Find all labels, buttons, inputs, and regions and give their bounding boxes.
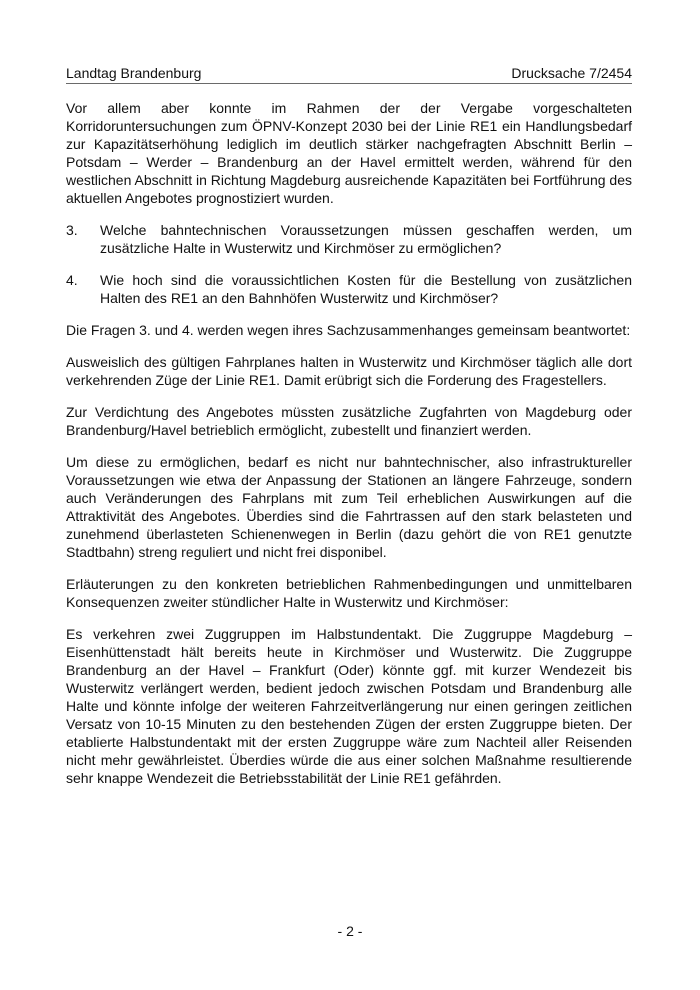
answer-paragraph: Um diese zu ermöglichen, bedarf es nicht nur bahntechnischer, also infrastruktureller Voraussetzungen wie etwa der Anpassung der Stationen an längere Fahrzeuge, sondern auch Veränderungen des Fahrplans mit zum Teil erheblichen Auswirkungen auf die Attraktivität des Angebotes. Überdies sind die Fahrtrassen auf den stark belasteten und zunehmend überlasteten Schienenwegen in Berlin (dazu gehört die von RE1 genutzte Stadtbahn) streng reguliert und nicht frei disponibel. (66, 454, 632, 560)
question-4 (66, 271, 632, 307)
question-text: Wie hoch sind die voraussichtlichen Kosten für die Bestellung von zusätzlichen Halten des RE1 an den Bahnhöfen Wusterwitz und Kirchmöser? (100, 272, 632, 306)
header-parliament: Landtag Brandenburg (66, 65, 202, 81)
answer-paragraph: Es verkehren zwei Zuggruppen im Halbstundentakt. Die Zuggruppe Magdeburg – Eisenhüttenstadt hält bereits heute in Kirchmöser und Wusterwitz. Die Zuggruppe Brandenburg an der Havel – Frankfurt (Oder) könnte ggf. mit kurzer Wendezeit bis Wusterwitz verlängert werden, bedient jedoch zwischen Potsdam und Brandenburg alle Halte und könnte infolge der weiteren Fahrzeitverlängerung nur einen geringen zeitlichen Versatz von 10-15 Minuten zu den bestehenden Zügen der ersten Zuggruppe bieten. Der etablierte Halbstundentakt mit der ersten Zuggruppe wäre zum Nachteil aller Reisenden nicht mehr gewährleistet. Überdies würde die aus einer solchen Maßnahme resultierende sehr knappe Wendezeit die Betriebsstabilität der Linie RE1 gefährden. (66, 626, 632, 786)
question-text: Welche bahntechnischen Voraussetzungen müssen geschaffen werden, um zusätzliche Halte in Wusterwitz und Kirchmöser zu ermöglichen? (100, 222, 632, 256)
header-document-number: Drucksache 7/2454 (511, 65, 632, 81)
question-3 (66, 221, 632, 257)
document-body (66, 99, 632, 801)
question-number: 4. (66, 272, 78, 288)
answer-intro: Die Fragen 3. und 4. werden wegen ihres Sachzusammenhanges gemeinsam beantwortet: (66, 322, 631, 338)
page-number: - 2 - (337, 923, 363, 939)
answer-paragraph: Ausweislich des gültigen Fahrplanes halten in Wusterwitz und Kirchmöser täglich alle dort verkehrenden Züge der Linie RE1. Damit erübrigt sich die Forderung des Fragestellers. (66, 354, 632, 388)
answer-paragraph: Zur Verdichtung des Angebotes müssten zusätzliche Zugfahrten von Magdeburg oder Brandenburg/Havel betrieblich ermöglicht, zubestellt und finanziert werden. (66, 404, 632, 438)
answer-paragraph: Erläuterungen zu den konkreten betrieblichen Rahmenbedingungen und unmittelbaren Konsequenzen zweiter stündlicher Halte in Wusterwitz und Kirchmöser: (66, 576, 632, 610)
question-number: 3. (66, 222, 78, 238)
intro-paragraph: Vor allem aber konnte im Rahmen der der Vergabe vorgeschalteten Korridoruntersuchungen zum ÖPNV-Konzept 2030 bei der Linie RE1 ein Handlungsbedarf zur Kapazitätserhöhung lediglich im deutlich stärker nachgefragten Abschnitt Berlin – Potsdam – Werder – Brandenburg an der Havel ermittelt werden, während für den westlichen Abschnitt in Richtung Magdeburg ausreichende Kapazitäten bei Fortführung des aktuellen Angebotes prognostiziert wurden. (66, 100, 632, 206)
page-header (66, 64, 632, 84)
